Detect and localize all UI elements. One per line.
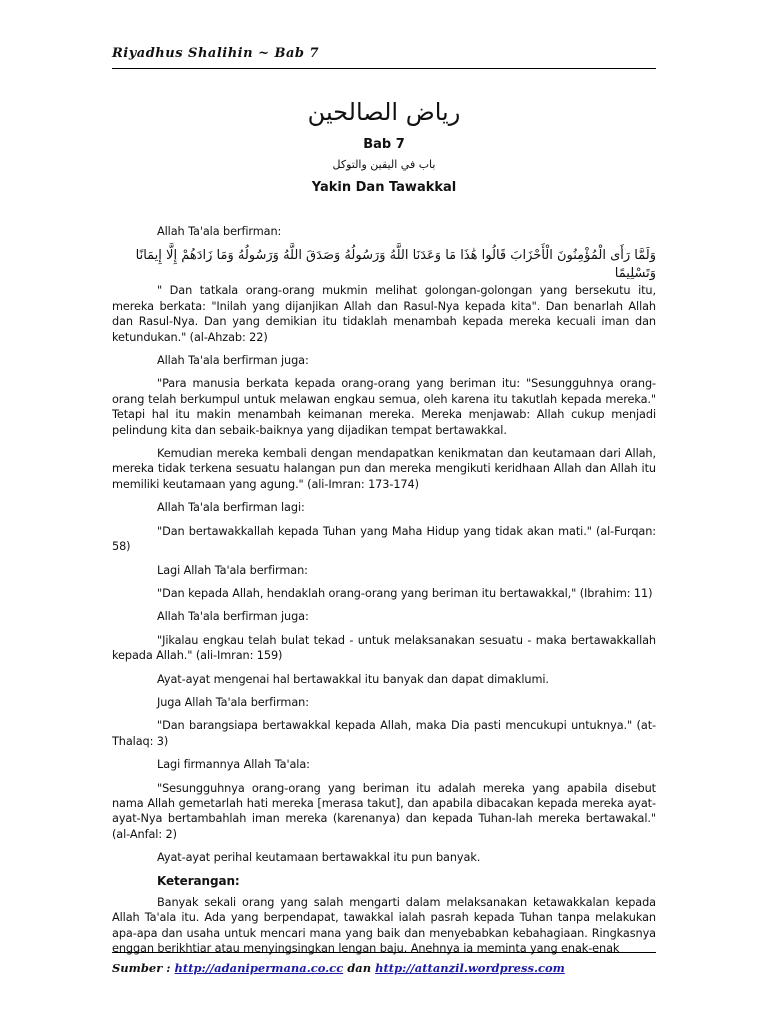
running-header: Riyadhus Shalihin ~ Bab 7 bbox=[112, 46, 320, 61]
paragraph: "Dan barangsiapa bertawakkal kepada Allah, maka Dia pasti mencukupi untuknya." (at-Thalaq: 3) bbox=[112, 719, 656, 748]
paragraph: "Dan bertawakkallah kepada Tuhan yang Maha Hidup yang tidak akan mati." (al-Furqan: 58) bbox=[112, 524, 656, 554]
paragraph: Ayat-ayat perihal keutamaan bertawakkal itu pun banyak. bbox=[157, 851, 481, 865]
header-rule bbox=[112, 68, 656, 69]
paragraph: Allah Ta'ala berfirman juga: bbox=[157, 354, 309, 368]
chapter-number: Bab 7 bbox=[363, 137, 405, 152]
paragraph: Kemudian mereka kembali dengan mendapatkan kenikmatan dan keutamaan dari Allah, mereka tidak terkena sesuatu halangan pun dan mereka mengikuti keridhaan Allah dan Allah itu memiliki keutamaan yang agung." (ali-Imran: 173-174) bbox=[112, 447, 656, 491]
paragraph: Lagi Allah Ta'ala berfirman: bbox=[157, 563, 308, 577]
paragraph: Lagi firmannya Allah Ta'ala: bbox=[157, 758, 310, 772]
source-link-adanipermana[interactable]: http://adanipermana.co.cc bbox=[174, 961, 344, 975]
chapter-arabic-subtitle: باب في اليقين والتوكل bbox=[332, 158, 436, 171]
source-footer bbox=[112, 961, 656, 975]
paragraph: Allah Ta'ala berfirman juga: bbox=[157, 610, 309, 624]
paragraph: Allah Ta'ala berfirman lagi: bbox=[157, 501, 305, 515]
footer-rule bbox=[112, 952, 656, 953]
paragraph: "Dan kepada Allah, hendaklah orang-orang yang beriman itu bertawakkal," (Ibrahim: 11) bbox=[157, 586, 653, 600]
paragraph: Ayat-ayat mengenai hal bertawakkal itu banyak dan dapat dimaklumi. bbox=[157, 672, 549, 686]
source-label: Sumber : bbox=[112, 961, 175, 975]
section-heading: Keterangan: bbox=[157, 873, 240, 888]
paragraph: "Sesungguhnya orang-orang yang beriman itu adalah mereka yang apabila disebut nama Allah gemetarlah hati mereka [merasa takut], dan apabila dibacakan kepada mereka ayat-ayat-Nya bertambahlah iman mereka (karenanya) dan kepada Tuhan-lah mereka bertawakal." (al-Anfal: 2) bbox=[112, 781, 656, 841]
paragraph: Allah Ta'ala berfirman: bbox=[157, 225, 282, 238]
arabic-title: رياض الصالحين bbox=[307, 98, 461, 126]
paragraph: "Para manusia berkata kepada orang-orang yang beriman itu: "Sesungguhnya orang-orang telah berkumpul untuk melawan engkau semua, oleh karena itu takutlah kepada mereka." Tetapi hal itu makin menambah keimanan mereka. Mereka menjawab: Allah cukup menjadi pelindung kita dan sebaik-baiknya yang dijadikan tempat bertawakkal. bbox=[112, 377, 656, 437]
paragraph: "Jikalau engkau telah bulat tekad - untuk melaksanakan sesuatu - maka bertawakkallah kepada Allah." (ali-Imran: 159) bbox=[112, 633, 656, 663]
source-conjunction: dan bbox=[343, 961, 376, 975]
chapter-title: Yakin Dan Tawakkal bbox=[311, 180, 457, 195]
paragraph: Banyak sekali orang yang salah mengarti dalam melaksanakan ketawakkalan kepada Allah Ta'ala itu. Ada yang berpendapat, tawakkal ialah pasrah kepada Tuhan tanpa melakukan apa-apa dan usaha untuk mencari mana yang baik dan menyebabkan kebahagiaan. Ringkasnya enggan berikhtiar atau menyingsingkan lengan baju. Anehnya ia meminta yang enak-enak bbox=[112, 896, 656, 956]
paragraph: " Dan tatkala orang-orang mukmin melihat golongan-golongan yang bersekutu itu, mereka berkata: "Inilah yang dijanjikan Allah dan Rasul-Nya kepada kita". Dan benarlah Allah dan Rasul-Nya. Dan yang demikian itu tidaklah menambah kepada mereka kecuali iman dan ketundukan." (al-Ahzab: 22) bbox=[112, 284, 656, 344]
paragraph: Juga Allah Ta'ala berfirman: bbox=[157, 695, 309, 709]
body-text bbox=[112, 224, 656, 965]
source-link-attanzil[interactable]: http://attanzil.wordpress.com bbox=[375, 961, 565, 975]
arabic-verse: وَلَمَّا رَأَى الْمُؤْمِنُونَ الْأَحْزَابَ قَالُوا هَٰذَا مَا وَعَدَنَا اللَّهُ وَرَسُولُهُ وَصَدَقَ اللَّهُ وَرَسُولُهُ وَمَا زَادَهُمْ إِلَّا إِيمَانًا وَتَسْلِيمًا bbox=[135, 248, 656, 282]
